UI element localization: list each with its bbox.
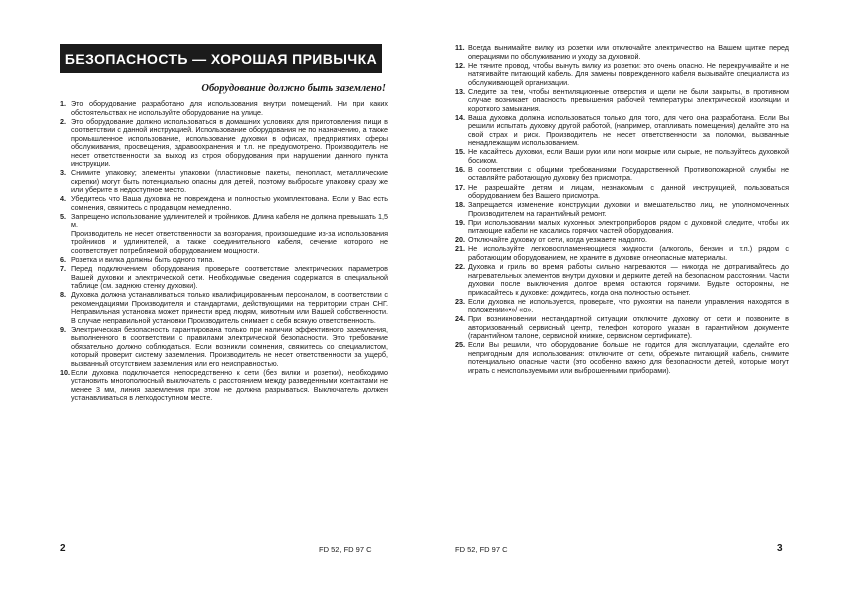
item-text: Не используйте легковоспламеняющиеся жидкости (алкоголь, бензин и т.п.) рядом с работающим оборудованием, не храните в духовке огнеопасные материалы. (468, 244, 789, 262)
list-item (60, 169, 388, 195)
list-item (455, 315, 789, 341)
model-footer: FD 52, FD 97 C (319, 545, 372, 554)
item-number: 7. (60, 264, 66, 274)
list-item (455, 263, 789, 297)
list-item (60, 195, 388, 212)
item-text: Снимите упаковку; элементы упаковки (пластиковые пакеты, пенопласт, металлические скрепки) могут быть потенциально опасны для детей, поэтому выбросьте упаковку сразу же или уберите в недоступное место. (71, 168, 388, 195)
list-item (60, 326, 388, 369)
item-text: Духовка и гриль во время работы сильно нагреваются — никогда не дотрагивайтесь до нагревательных элементов внутри духовки и держите детей на безопасном расстоянии. Части духовки после выключения долгое время остаются горячими. Будьте осторожны, не прикасайтесь к духовке: дождитесь, когда она полностью остынет. (468, 262, 789, 297)
item-text: Ваша духовка должна использоваться только для того, для чего она разработана. Если Вы решили испытать духовку другой работой, (например, отапливать помещения) делайте это на свой страх и риск. Производитель не несет ответственности за поломки, вызванные ненадлежащим использованием. (468, 112, 789, 148)
list-item (455, 148, 789, 165)
item-text: Это оборудование должно использоваться в домашних условиях для приготовления пищи в соответствии с данной инструкцией. Использование оборудования не по назначению, а также промышленное использование, использование духовки в офисах, предприятиях сферы обслуживания, просвещения, здравоохранения и т.п. не предусмотрено. Производитель не несет ответственности за выход из строя оборудования при нарушении данного пункта инструкции. (71, 116, 388, 169)
list-item (60, 118, 388, 169)
item-text: Убедитесь что Ваша духовка не повреждена и полностью укомплектована. Если у Вас есть сомнения, свяжитесь с продавцом немедленно. (71, 194, 388, 212)
list-item (455, 114, 789, 148)
item-text: Всегда вынимайте вилку из розетки или отключайте электричество на Вашем щитке перед операциями по обслуживанию и уходу за духовкой. (468, 43, 789, 61)
list-item (455, 88, 789, 114)
list-item (60, 100, 388, 117)
list-item (455, 245, 789, 262)
item-number: 4. (60, 194, 66, 204)
item-number: 18. (455, 200, 465, 210)
item-number: 3. (60, 168, 66, 178)
section-banner: БЕЗОПАСНОСТЬ — ХОРОШАЯ ПРИВЫЧКА (60, 44, 382, 73)
item-number: 19. (455, 217, 465, 227)
item-text: Перед подключением оборудования проверьте соответствие электрических параметров Вашей духовки и электрической сети. Необходимые сведения содержатся в специальной таблице (см. заднюю стенку духовки). (71, 264, 388, 291)
item-number: 9. (60, 324, 66, 334)
item-number: 23. (455, 296, 465, 306)
item-text: Духовка должна устанавливаться только квалифицированным персоналом, в соответствии с рекомендациями Производителя и стандартами, действующими на территории стран СНГ. Неправильная установка может принести вред людям, животным или Вашей собственности. В случае неправильной установки Производитель снимает с себя всякую ответственность. (71, 290, 388, 325)
list-item (60, 369, 388, 403)
list-item (455, 44, 789, 61)
list-item (455, 166, 789, 183)
item-number: 8. (60, 290, 66, 300)
item-text: Электрическая безопасность гарантирована только при наличии эффективного заземления, выполненного в соответствии с правилами электрической безопасности. Это требование обязательно должно соблюдаться. Если возникли сомнения, свяжитесь со специалистом, который проверит систему заземления. Производитель не несет ответственности за ущерб, вызванный отсутствием заземления или его неисправностью. (71, 324, 388, 368)
item-number: 17. (455, 182, 465, 192)
item-number: 15. (455, 147, 465, 157)
item-text: Запрещается изменение конструкции духовки и вмешательство лиц, не уполномоченных Производителем на гарантийный ремонт. (468, 200, 789, 218)
item-text: Если духовка не используется, проверьте, что рукоятки на панели управления находятся в положении«•»/ «о». (468, 296, 789, 315)
item-number: 2. (60, 116, 66, 126)
item-text: Запрещено использование удлинителей и тройников. Длина кабеля не должна превышать 1,5 м. (71, 211, 388, 230)
page-number: 3 (777, 543, 783, 554)
item-number: 25. (455, 340, 465, 350)
item-text: Если Вы решили, что оборудование больше не годится для эксплуатации, сделайте его непригодным для использования: отключите от сети, обрежьте питающий кабель, снимите потенциально опасные части (это особенно важно для безопасности детей, которые могут играть с неиспользуемыми или выброшенными приборами). (468, 340, 789, 375)
item-text: При возникновении нестандартной ситуации отключите духовку от сети и позвоните в авторизованный сервисный центр, телефон которого указан в гарантийном документе (гарантийном талоне, сервисной книжке, сервисном сертификате). (468, 314, 789, 341)
item-text: Отключайте духовку от сети, когда уезжаете надолго. (468, 235, 647, 245)
list-item (455, 201, 789, 218)
list-item (455, 341, 789, 375)
item-text: Не тяните провод, чтобы вынуть вилку из розетки: это очень опасно. Не перекручивайте и не натягивайте питающий кабель. Для замены поврежденного кабеля вызывайте специалиста из обслуживающей организации. (468, 60, 789, 87)
model-footer: FD 52, FD 97 C (455, 545, 508, 554)
page-number: 2 (60, 543, 66, 554)
grounding-subtitle: Оборудование должно быть заземлено! (201, 83, 386, 94)
item-number: 22. (455, 262, 465, 272)
list-item (455, 219, 789, 236)
item-number: 1. (60, 99, 66, 108)
item-text: Не касайтесь духовки, если Ваши руки или ноги мокрые или сырые, не пользуйтесь духовкой босиком. (468, 147, 789, 165)
item-text: В соответствии с общими требованиями Государственной Противопожарной службы не оставляйте работающую духовку без присмотра. (468, 164, 789, 183)
item-number: 6. (60, 254, 66, 264)
list-item (455, 184, 789, 201)
item-number: 14. (455, 112, 465, 122)
item-number: 21. (455, 244, 465, 254)
item-number: 13. (455, 86, 465, 96)
list-item (60, 213, 388, 256)
item-number: 16. (455, 164, 465, 174)
item-text-continued: Производитель не несет ответственности за возгорания, произошедшие из-за использования тройников и удлинителей, а также соединительного кабеля, сечение которого не соответствует потребляемой оборудованием мощности. (71, 228, 388, 255)
item-text: Следите за тем, чтобы вентиляционные отверстия и щели не были закрыты, в противном случае возникает опасность превышения рабочей температуры электрической изоляции и короткого замыкания. (468, 86, 789, 113)
item-text: Не разрешайте детям и лицам, незнакомым с данной инструкцией, пользоваться оборудованием без Вашего присмотра. (468, 182, 789, 201)
item-text: При использовании малых кухонных электроприборов рядом с духовкой следите, чтобы их питающие кабели не касались горячих частей оборудования. (468, 217, 789, 236)
item-text: Если духовка подключается непосредственно к сети (без вилки и розетки), необходимо установить многополюсный выключатель с расстоянием между разведенными контактами не менее 3 мм, линия заземления при этом не должна разрываться. Выключатель должен устанавливаться в легкодоступном месте. (71, 367, 388, 403)
list-item (60, 291, 388, 325)
item-text: Розетка и вилка должны быть одного типа. (71, 254, 215, 264)
item-number: 12. (455, 60, 465, 70)
list-item (455, 298, 789, 315)
list-item (455, 62, 789, 88)
safety-list-left (60, 100, 388, 403)
list-item (60, 265, 388, 291)
right-page (421, 0, 842, 595)
item-number: 10. (60, 367, 70, 377)
item-number: 11. (455, 43, 465, 52)
item-number: 5. (60, 211, 66, 221)
item-number: 24. (455, 314, 465, 324)
item-number: 20. (455, 235, 465, 245)
safety-list-right (455, 44, 789, 376)
item-text: Это оборудование разработано для использования внутри помещений. Ни при каких обстоятельствах не используйте оборудование на улице. (71, 99, 388, 117)
